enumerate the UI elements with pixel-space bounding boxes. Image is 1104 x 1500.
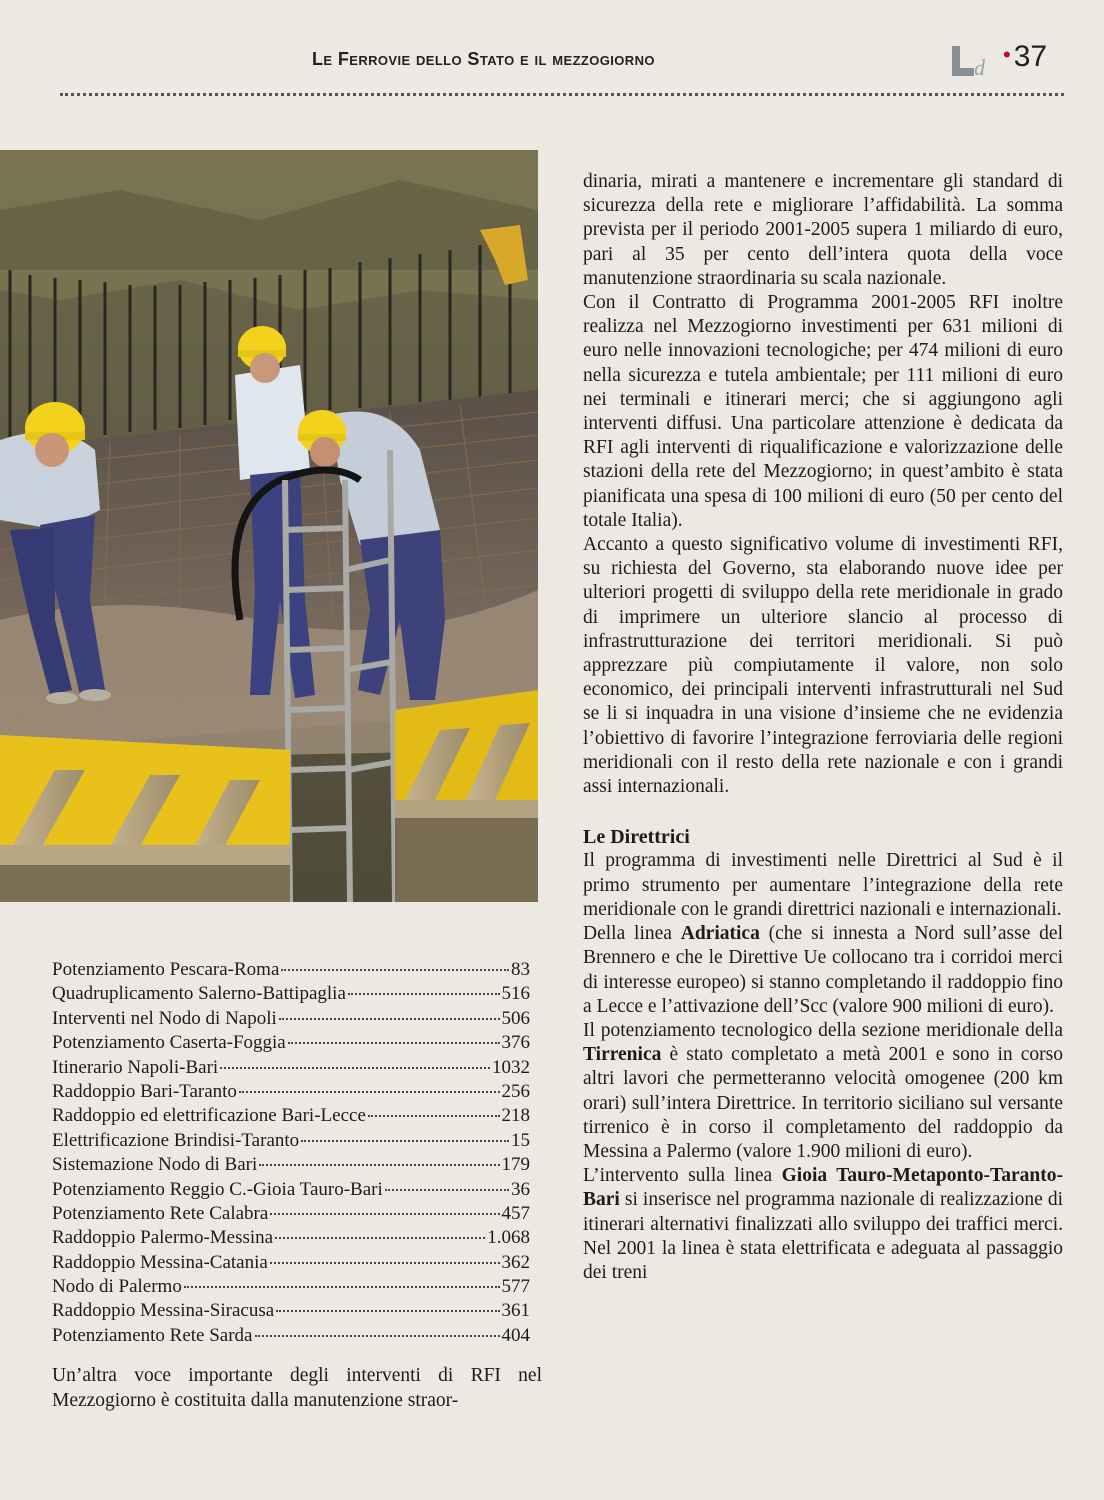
- dotted-leader: [270, 1213, 499, 1215]
- dotted-leader: [281, 969, 509, 971]
- row-value: 506: [501, 1007, 530, 1029]
- row-value: 577: [501, 1276, 530, 1298]
- page-bullet: •: [1003, 42, 1011, 67]
- paragraph: [583, 1019, 1063, 1164]
- line-name-bold: Adriatica: [680, 923, 760, 945]
- table-row: [52, 1226, 530, 1250]
- row-label: Potenziamento Reggio C.-Gioia Tauro-Bari: [52, 1178, 383, 1200]
- row-value: 218: [501, 1105, 530, 1127]
- dotted-leader: [275, 1237, 485, 1239]
- row-label: Interventi nel Nodo di Napoli: [52, 1007, 277, 1029]
- paragraph: dinaria, mirati a mantenere e incrementare gli standard di sicurezza della rete e migliorare l’affidabilità. La somma prevista per il periodo 2001-2005 supera 1 miliardo di euro, pari al 35 per cento dell’intera quota della voce manutenzione straordinaria su scala nazionale.: [583, 171, 1063, 289]
- row-label: Elettrificazione Brindisi-Taranto: [52, 1129, 300, 1151]
- row-label: Sistemazione Nodo di Bari: [52, 1154, 258, 1176]
- dotted-leader: [184, 1286, 500, 1288]
- dotted-leader: [276, 1310, 499, 1312]
- row-label: Raddoppio Palermo-Messina: [52, 1227, 274, 1249]
- dotted-leader: [348, 993, 500, 995]
- text-run: L’intervento sulla linea: [583, 1165, 782, 1187]
- dotted-leader: [385, 1189, 509, 1191]
- dotted-leader: [220, 1067, 490, 1069]
- table-row: [52, 982, 530, 1006]
- row-value: 1032: [492, 1056, 530, 1078]
- table-row: [52, 1275, 530, 1299]
- dotted-leader: [270, 1262, 500, 1264]
- row-value: 376: [501, 1032, 530, 1054]
- table-row: [52, 1031, 530, 1055]
- row-label: Itinerario Napoli-Bari: [52, 1056, 219, 1078]
- text-run: si inserisce nel programma nazionale di realizzazione di itinerari alternativi finalizzati allo sviluppo dei traffici merci. Nel 2001 la linea è stata elettrificata e adeguata al passaggio dei treni: [583, 1189, 1063, 1283]
- dotted-leader: [239, 1091, 500, 1093]
- line-name-bold: Gioia Tauro-Metaponto-Taranto-Bari: [583, 1165, 1063, 1211]
- row-label: Raddoppio ed elettrificazione Bari-Lecce: [52, 1105, 366, 1127]
- row-value: 404: [501, 1324, 530, 1346]
- left-column-paragraph: Un’altra voce importante degli interventi di RFI nel Mezzogiorno è costituita dalla manutenzione straor-: [52, 1365, 542, 1411]
- paragraph: Accanto a questo significativo volume di investimenti RFI, su richiesta del Governo, sta elaborando nuove idee per ulteriori progetti di sviluppo della rete meridionale in grado di imprimere un ulteriore slancio al processo di infrastrutturazione dei territori meridionali. Si può apprezzare più compiutamente il valore, non solo economico, dei principali interventi infrastrutturali nel Sud se li si inquadra in una visione d’insieme che ne evidenzia l’obiettivo di favorire l’integrazione ferroviaria delle regioni meridionali con il resto della rete nazionale e con i grandi assi internazionali.: [583, 534, 1063, 798]
- running-title: Le Ferrovie dello Stato e il mezzogiorno: [312, 49, 655, 69]
- line-name-bold: Tirrenica: [583, 1044, 662, 1066]
- table-row: [52, 1080, 530, 1104]
- dotted-leader: [288, 1042, 500, 1044]
- right-column: [583, 170, 1063, 1285]
- table-row: [52, 1153, 530, 1177]
- paragraph: [583, 922, 1063, 1019]
- row-label: Raddoppio Messina-Catania: [52, 1251, 268, 1273]
- row-label: Quadruplicamento Salerno-Battipaglia: [52, 983, 346, 1005]
- row-value: 15: [511, 1129, 530, 1151]
- table-row: [52, 1299, 530, 1323]
- text-run: è stato completato a metà 2001 e sono in corso altri lavori che permetteranno velocità omogenee (200 km orari) sull’intera Direttrice. In territorio siciliano sul versante tirrenico è in corso il completamento del raddoppio da Messina a Palermo (valore 1.900 milioni di euro).: [583, 1044, 1063, 1162]
- table-row: [52, 1056, 530, 1080]
- row-value: 1.068: [487, 1227, 530, 1249]
- table-row: [52, 958, 530, 982]
- row-value: 361: [501, 1300, 530, 1322]
- table-row: [52, 1104, 530, 1128]
- table-row: [52, 1129, 530, 1153]
- svg-text:d: d: [974, 55, 985, 78]
- row-value: 179: [501, 1154, 530, 1176]
- paragraph: Con il Contratto di Programma 2001-2005 RFI inoltre realizza nel Mezzogiorno investimenti per 631 milioni di euro nelle innovazioni tecnologiche; per 474 milioni di euro nella sicurezza e tutela ambientale; per 111 milioni di euro nei terminali e itinerari merci; che si aggiungono agli interventi diffusi. Una particolare attenzione è dedicata da RFI agli interventi di riqualificazione e valorizzazione delle stazioni della rete del Mezzogiorno; in quest’ambito è stata pianificata una spesa di 100 milioni di euro (50 per cento del totale Italia).: [583, 292, 1063, 531]
- page-number: [1003, 40, 1047, 74]
- row-value: 36: [511, 1178, 530, 1200]
- header-dotted-rule: [60, 93, 1064, 96]
- dotted-leader: [259, 1164, 499, 1166]
- row-value: 256: [501, 1080, 530, 1102]
- dotted-leader: [255, 1335, 500, 1337]
- row-value: 83: [511, 959, 530, 980]
- row-label: Potenziamento Rete Sarda: [52, 1324, 253, 1346]
- section-heading: Le Direttrici: [583, 826, 690, 849]
- row-value: 457: [501, 1202, 530, 1224]
- paragraph: [583, 1164, 1063, 1285]
- dotted-leader: [279, 1018, 500, 1020]
- row-value: 516: [501, 983, 530, 1005]
- table-row: [52, 1007, 530, 1031]
- table-row: [52, 1324, 530, 1348]
- text-run: (che si innesta a Nord sull’asse del Brennero e che le Direttive Ue collocano tra i corridoi merci di interesse europeo) si stanno completando il raddoppio fino a Lecce e l’attivazione dell’Scc (valore 900 milioni di euro).: [583, 923, 1063, 1017]
- row-label: Raddoppio Messina-Siracusa: [52, 1300, 275, 1322]
- table-row: [52, 1178, 530, 1202]
- table-row: [52, 1251, 530, 1275]
- table-row: [52, 1202, 530, 1226]
- row-label: Raddoppio Bari-Taranto: [52, 1080, 237, 1102]
- ld-logo-icon: [952, 44, 992, 78]
- row-label: Nodo di Palermo: [52, 1276, 182, 1298]
- text-run: Della linea: [583, 923, 681, 945]
- row-value: 362: [501, 1251, 530, 1273]
- paragraph: Il programma di investimenti nelle Direttrici al Sud è il primo strumento per aumentare l’integrazione della rete meridionale con le grandi direttrici nazionali e internazionali.: [583, 850, 1063, 920]
- row-label: Potenziamento Pescara-Roma: [52, 959, 280, 980]
- text-run: Il potenziamento tecnologico della sezione meridionale della: [583, 1019, 1063, 1041]
- construction-workers-photo: [0, 150, 538, 902]
- investment-table: [52, 958, 530, 1348]
- page-number-value: 37: [1013, 40, 1048, 73]
- dotted-leader: [301, 1140, 509, 1142]
- dotted-leader: [368, 1115, 500, 1117]
- row-label: Potenziamento Rete Calabra: [52, 1202, 269, 1224]
- row-label: Potenziamento Caserta-Foggia: [52, 1032, 286, 1054]
